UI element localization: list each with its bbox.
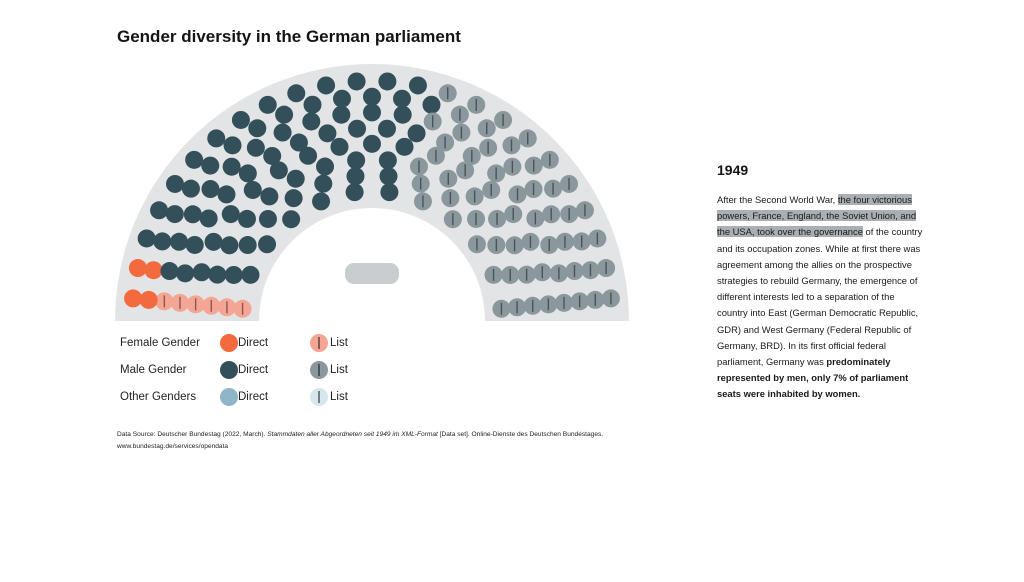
seat-male-gender-direct xyxy=(363,135,381,153)
legend-dot-male-direct xyxy=(220,361,238,379)
seat-male-gender-direct xyxy=(312,192,330,210)
seat-male-gender-direct xyxy=(282,210,300,228)
description-body: of the country and its occupation zones. While at first there was agreement among the allies on the prospective strategies to rebuild Germany, the emergence of different interests led to a separation of the country into East (German Democratic Republic, GDR) and West Germany (Federal Republic of Germany, BRD). In its first official federal parliament, Germany was xyxy=(717,226,923,368)
seat-male-gender-direct xyxy=(193,263,211,281)
seat-male-gender-direct xyxy=(247,139,265,157)
description-highlight: the four victorious powers, France, England, the Soviet Union, and the USA, took over the governance xyxy=(717,194,917,238)
seat-male-gender-direct xyxy=(394,106,412,124)
seat-male-gender-direct xyxy=(238,210,256,228)
seat-male-gender-direct xyxy=(239,164,257,182)
page-title: Gender diversity in the German parliament xyxy=(117,27,461,46)
seat-male-gender-direct xyxy=(348,120,366,138)
data-source-note xyxy=(117,429,637,453)
seat-male-gender-direct xyxy=(225,266,243,284)
seat-male-gender-direct xyxy=(304,96,322,114)
legend-dot-male-list xyxy=(310,361,328,379)
seat-male-gender-direct xyxy=(186,236,204,254)
seat-male-gender-direct xyxy=(200,209,218,227)
seat-male-gender-direct xyxy=(258,235,276,253)
seat-male-gender-direct xyxy=(317,76,335,94)
seat-male-gender-direct xyxy=(161,262,179,280)
seat-male-gender-direct xyxy=(332,106,350,124)
seat-male-gender-direct xyxy=(379,151,397,169)
seat-female-gender-direct xyxy=(140,291,158,309)
source-dataset-title: Stammdaten aller Abgeordneten seit 1949 im XML-Format xyxy=(267,431,438,438)
legend-dot-other-list xyxy=(310,388,328,406)
legend-dot-female-direct xyxy=(220,334,238,352)
seat-male-gender-direct xyxy=(259,210,277,228)
seat-male-gender-direct xyxy=(222,205,240,223)
legend-text-male-direct: Direct xyxy=(238,364,269,376)
legend-label-other: Other Genders xyxy=(120,391,197,403)
seat-male-gender-direct xyxy=(316,158,334,176)
legend-row-male xyxy=(120,361,420,381)
legend-text-female-list: List xyxy=(330,337,348,349)
seat-male-gender-direct xyxy=(166,175,184,193)
legend-label-female: Female Gender xyxy=(120,337,200,349)
seat-male-gender-direct xyxy=(348,72,366,90)
seat-male-gender-direct xyxy=(346,167,364,185)
seat-male-gender-direct xyxy=(380,183,398,201)
seat-male-gender-direct xyxy=(201,180,219,198)
seat-male-gender-direct xyxy=(150,201,168,219)
source-suffix: [Data set]. Online-Dienste des Deutschen Bundestages. xyxy=(437,431,604,438)
legend-dot-female-list xyxy=(310,334,328,352)
seat-male-gender-direct xyxy=(363,103,381,121)
year-description-panel xyxy=(717,162,925,403)
seat-male-gender-direct xyxy=(299,147,317,165)
legend-text-other-direct: Direct xyxy=(238,391,269,403)
seat-male-gender-direct xyxy=(346,183,364,201)
seat-female-gender-direct xyxy=(129,259,147,277)
seat-male-gender-direct xyxy=(153,232,171,250)
seat-male-gender-direct xyxy=(218,185,236,203)
seat-male-gender-direct xyxy=(287,84,305,102)
legend xyxy=(120,334,420,414)
seat-male-gender-direct xyxy=(182,180,200,198)
seat-male-gender-direct xyxy=(396,138,414,156)
seat-male-gender-direct xyxy=(170,233,188,251)
seat-male-gender-direct xyxy=(241,266,259,284)
seat-male-gender-direct xyxy=(314,175,332,193)
seat-male-gender-direct xyxy=(207,129,225,147)
seat-male-gender-direct xyxy=(274,124,292,142)
seat-male-gender-direct xyxy=(263,147,281,165)
seat-male-gender-direct xyxy=(408,124,426,142)
legend-text-male-list: List xyxy=(330,364,348,376)
description-emphasis: predominately represented by men, only 7% of parliament seats were inhabited by women. xyxy=(717,356,909,400)
legend-row-other xyxy=(120,388,420,408)
legend-text-other-list: List xyxy=(330,391,348,403)
seat-male-gender-direct xyxy=(220,236,238,254)
seat-male-gender-direct xyxy=(347,151,365,169)
seat-male-gender-direct xyxy=(409,76,427,94)
seat-male-gender-direct xyxy=(205,233,223,251)
seat-male-gender-direct xyxy=(378,120,396,138)
seat-male-gender-direct xyxy=(166,205,184,223)
seat-female-gender-direct xyxy=(124,289,142,307)
year-description xyxy=(717,192,925,403)
seat-male-gender-direct xyxy=(260,187,278,205)
seat-male-gender-direct xyxy=(302,112,320,130)
seat-male-gender-direct xyxy=(333,90,351,108)
legend-dot-other-direct xyxy=(220,388,238,406)
seat-male-gender-direct xyxy=(285,189,303,207)
seat-male-gender-direct xyxy=(201,157,219,175)
seat-male-gender-direct xyxy=(185,151,203,169)
seat-male-gender-direct xyxy=(422,96,440,114)
seat-male-gender-direct xyxy=(330,138,348,156)
seat-male-gender-direct xyxy=(259,96,277,114)
seat-male-gender-direct xyxy=(232,111,250,129)
chamber-center-marker xyxy=(345,263,399,284)
seat-male-gender-direct xyxy=(318,124,336,142)
description-intro: After the Second World War, xyxy=(717,194,838,205)
seat-male-gender-direct xyxy=(184,205,202,223)
seat-male-gender-direct xyxy=(287,170,305,188)
seat-male-gender-direct xyxy=(248,119,266,137)
legend-row-female xyxy=(120,334,420,354)
seat-male-gender-direct xyxy=(380,167,398,185)
legend-label-male: Male Gender xyxy=(120,364,187,376)
source-url[interactable]: www.bundestag.de/services/opendata xyxy=(117,443,229,450)
seat-male-gender-direct xyxy=(363,88,381,106)
seat-male-gender-direct xyxy=(224,136,242,154)
seat-male-gender-direct xyxy=(208,266,226,284)
source-prefix: Data Source: Deutscher Bundestag (2022, March). xyxy=(117,431,268,438)
legend-text-female-direct: Direct xyxy=(238,337,269,349)
year-heading: 1949 xyxy=(717,162,749,178)
seat-male-gender-direct xyxy=(176,264,194,282)
seat-male-gender-direct xyxy=(393,90,411,108)
seat-male-gender-direct xyxy=(138,229,156,247)
seat-female-gender-direct xyxy=(145,261,163,279)
seat-male-gender-direct xyxy=(239,236,257,254)
seat-male-gender-direct xyxy=(223,158,241,176)
seat-male-gender-direct xyxy=(275,106,293,124)
seat-male-gender-direct xyxy=(244,181,262,199)
seat-male-gender-direct xyxy=(378,72,396,90)
